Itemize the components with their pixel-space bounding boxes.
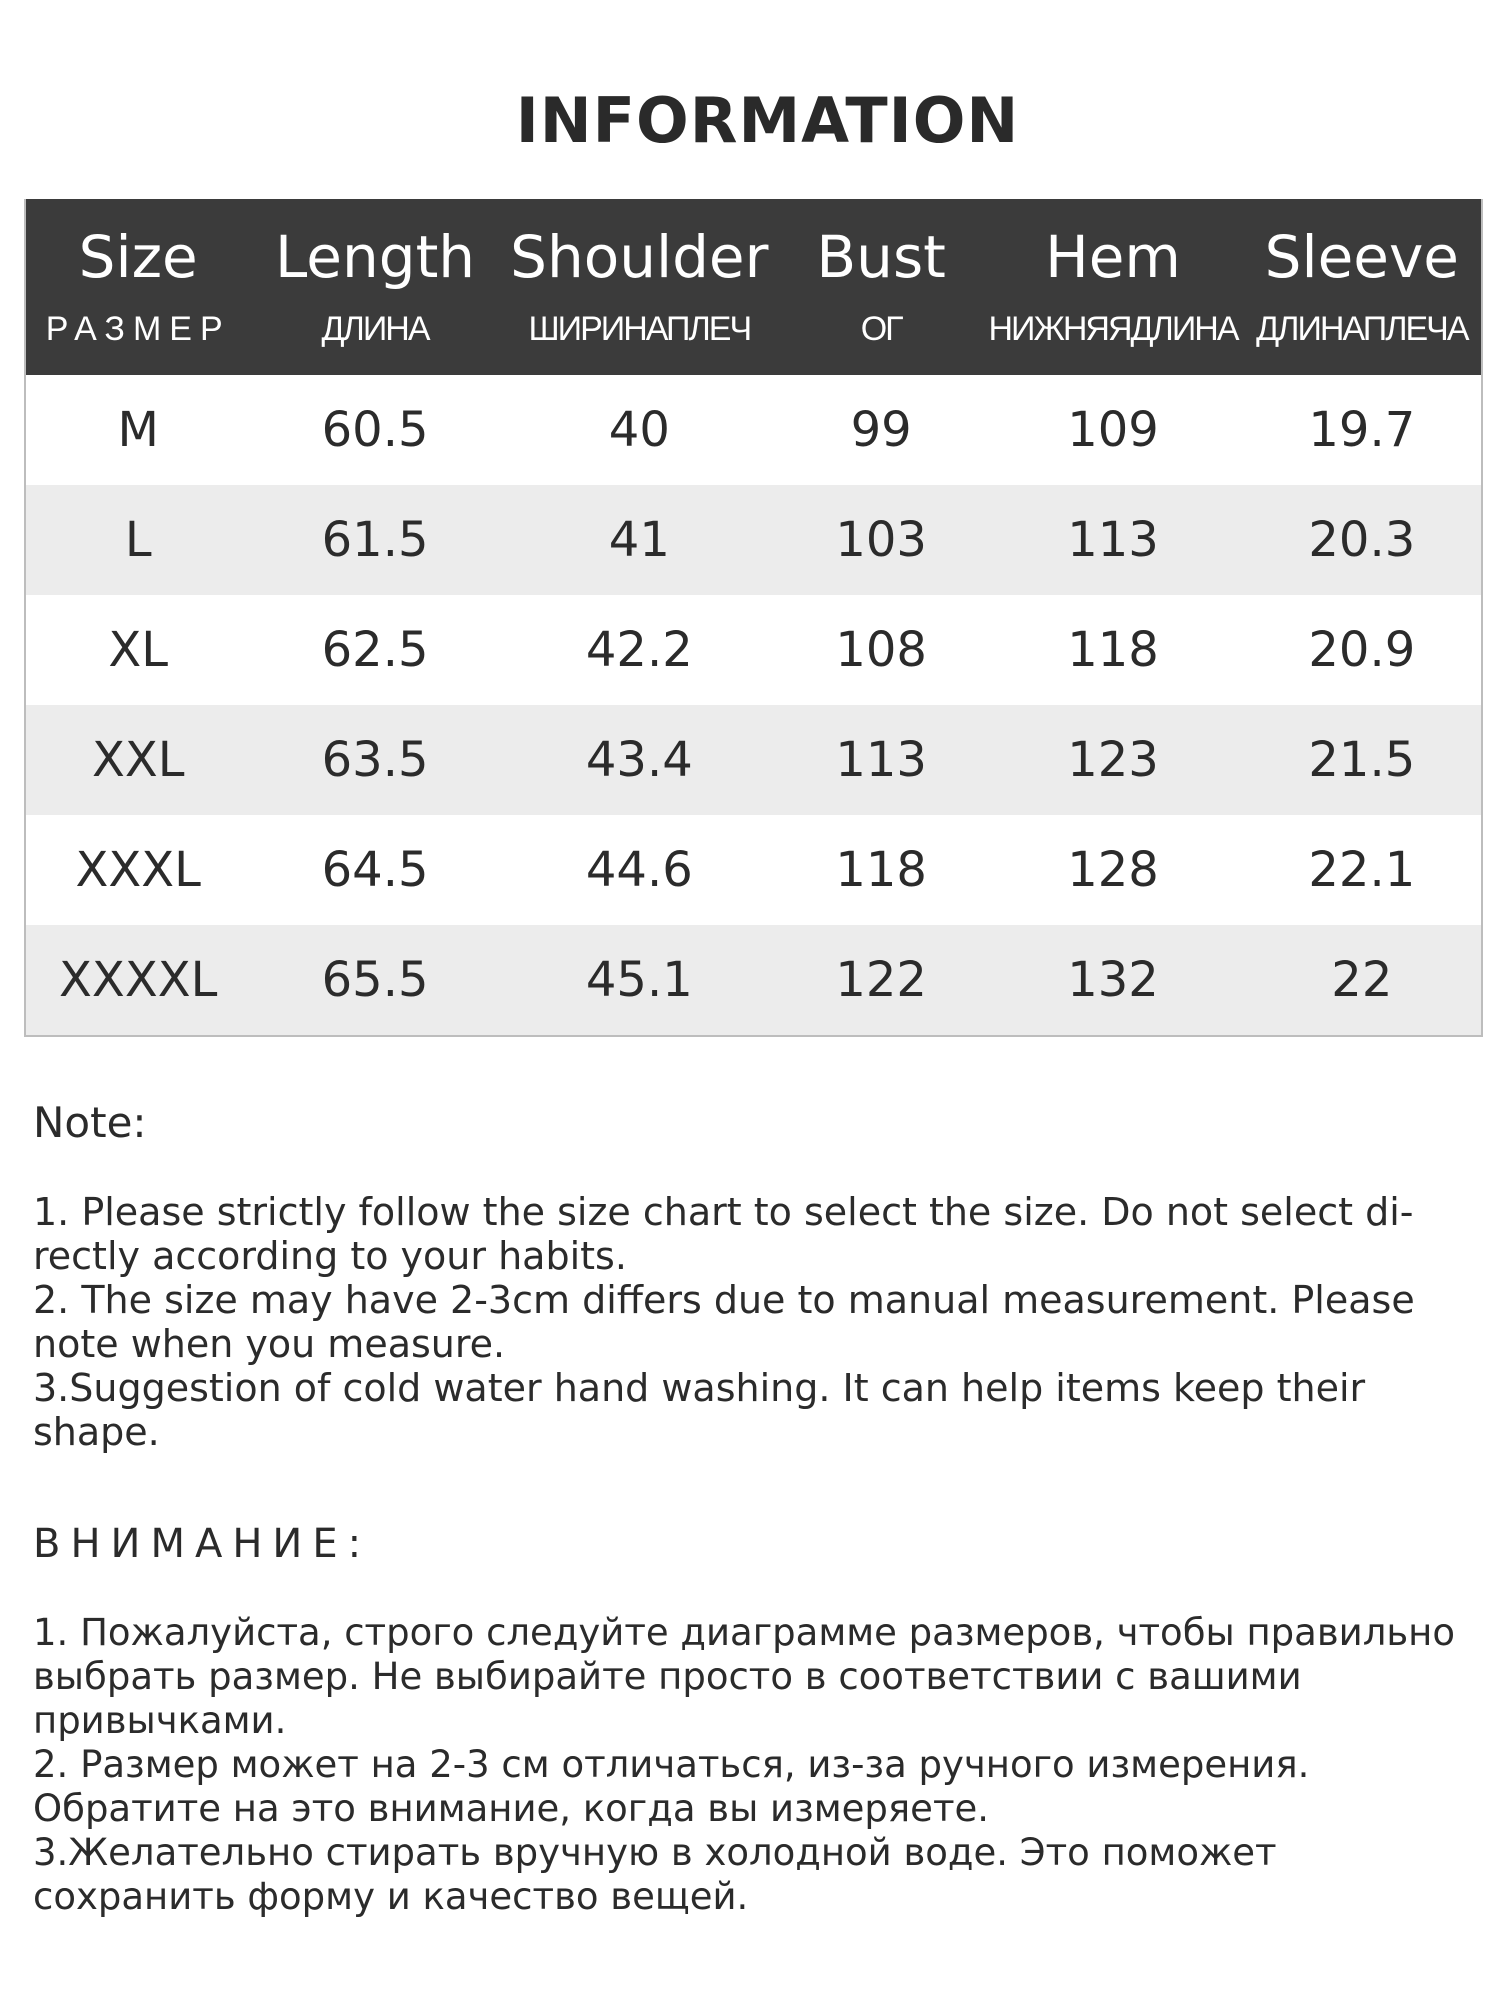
cell-bust: 103 (835, 512, 927, 568)
header-bust (779, 199, 983, 375)
note-line: 2. The size may have 2-3cm differs due to manual measurement. Please (33, 1278, 1415, 1322)
cell-hem: 118 (1067, 622, 1159, 678)
cell-sleeve: 20.9 (1308, 622, 1416, 678)
note-line: 3.Suggestion of cold water hand washing. It can help items keep their (33, 1366, 1366, 1410)
header-hem-en: Hem (1045, 223, 1181, 291)
ru-note-line: Обратите на это внимание, когда вы измеряете. (33, 1787, 990, 1830)
cell-length: 61.5 (321, 512, 429, 568)
ru-note-line: привычками. (33, 1699, 287, 1742)
table-row (26, 595, 1481, 705)
ru-note-line: 2. Размер может на 2-3 см отличаться, из-за ручного измерения. (33, 1743, 1310, 1786)
header-shoulder-en: Shoulder (510, 223, 769, 291)
header-sleeve-ru: ДЛИНАПЛЕЧА (1256, 310, 1468, 348)
note-line: shape. (33, 1410, 160, 1454)
cell-size: XXXXL (59, 952, 218, 1008)
note-body (33, 1190, 1473, 1454)
cell-sleeve: 22 (1331, 952, 1393, 1008)
header-size-ru: РАЗМЕР (45, 310, 231, 348)
cell-shoulder: 43.4 (585, 732, 693, 788)
header-bust-en: Bust (816, 223, 946, 291)
header-size-en: Size (78, 223, 198, 291)
cell-bust: 113 (835, 732, 927, 788)
cell-size: M (117, 402, 159, 458)
table-row (26, 815, 1481, 925)
cell-hem: 123 (1067, 732, 1159, 788)
header-sleeve-en: Sleeve (1264, 223, 1459, 291)
cell-hem: 109 (1067, 402, 1159, 458)
cell-size: XL (108, 622, 168, 678)
ru-note-line: 3.Желательно стирать вручную в холодной воде. Это поможет (33, 1831, 1277, 1874)
cell-hem: 128 (1067, 842, 1159, 898)
cell-bust: 118 (835, 842, 927, 898)
ru-note-line: сохранить форму и качество вещей. (33, 1875, 749, 1918)
table-row (26, 925, 1481, 1035)
cell-sleeve: 22.1 (1308, 842, 1416, 898)
note-line: note when you measure. (33, 1322, 506, 1366)
table-row (26, 485, 1481, 595)
header-shoulder (500, 199, 779, 375)
cell-size: XXL (91, 732, 185, 788)
header-sleeve (1243, 199, 1481, 375)
ru-note-line: 1. Пожалуйста, строго следуйте диаграмме размеров, чтобы правильно (33, 1611, 1455, 1654)
note-line: 1. Please strictly follow the size chart to select the size. Do not select di- (33, 1190, 1414, 1234)
cell-length: 62.5 (321, 622, 429, 678)
cell-size: L (124, 512, 152, 568)
cell-bust: 122 (835, 952, 927, 1008)
ru-note-line: выбрать размер. Не выбирайте просто в соответствии с вашими (33, 1655, 1302, 1698)
cell-length: 60.5 (321, 402, 429, 458)
header-size (26, 199, 250, 375)
ru-note-body (33, 1611, 1473, 1919)
cell-shoulder: 44.6 (585, 842, 693, 898)
header-hem-ru: НИЖНЯЯДЛИНА (988, 310, 1238, 348)
page-title: INFORMATION (515, 84, 1020, 157)
ru-note-title: ВНИМАНИЕ: (33, 1521, 372, 1567)
table-header-row (26, 199, 1481, 375)
note-line: rectly according to your habits. (33, 1234, 627, 1278)
size-chart-table (24, 199, 1483, 1037)
cell-shoulder: 45.1 (585, 952, 693, 1008)
table-row (26, 375, 1481, 485)
cell-sleeve: 20.3 (1308, 512, 1416, 568)
header-bust-ru: ОГ (860, 310, 902, 348)
cell-shoulder: 42.2 (585, 622, 693, 678)
cell-bust: 108 (835, 622, 927, 678)
cell-shoulder: 41 (608, 512, 670, 568)
cell-length: 63.5 (321, 732, 429, 788)
cell-shoulder: 40 (608, 402, 670, 458)
header-length-ru: ДЛИНА (321, 310, 429, 348)
cell-length: 65.5 (321, 952, 429, 1008)
header-shoulder-ru: ШИРИНАПЛЕЧ (528, 310, 751, 348)
cell-size: XXXL (75, 842, 201, 898)
note-title: Note: (33, 1098, 147, 1147)
cell-length: 64.5 (321, 842, 429, 898)
cell-sleeve: 21.5 (1308, 732, 1416, 788)
cell-hem: 132 (1067, 952, 1159, 1008)
cell-sleeve: 19.7 (1308, 402, 1416, 458)
table-row (26, 705, 1481, 815)
header-hem (983, 199, 1242, 375)
cell-hem: 113 (1067, 512, 1159, 568)
header-length (250, 199, 499, 375)
cell-bust: 99 (850, 402, 912, 458)
header-length-en: Length (275, 223, 476, 291)
